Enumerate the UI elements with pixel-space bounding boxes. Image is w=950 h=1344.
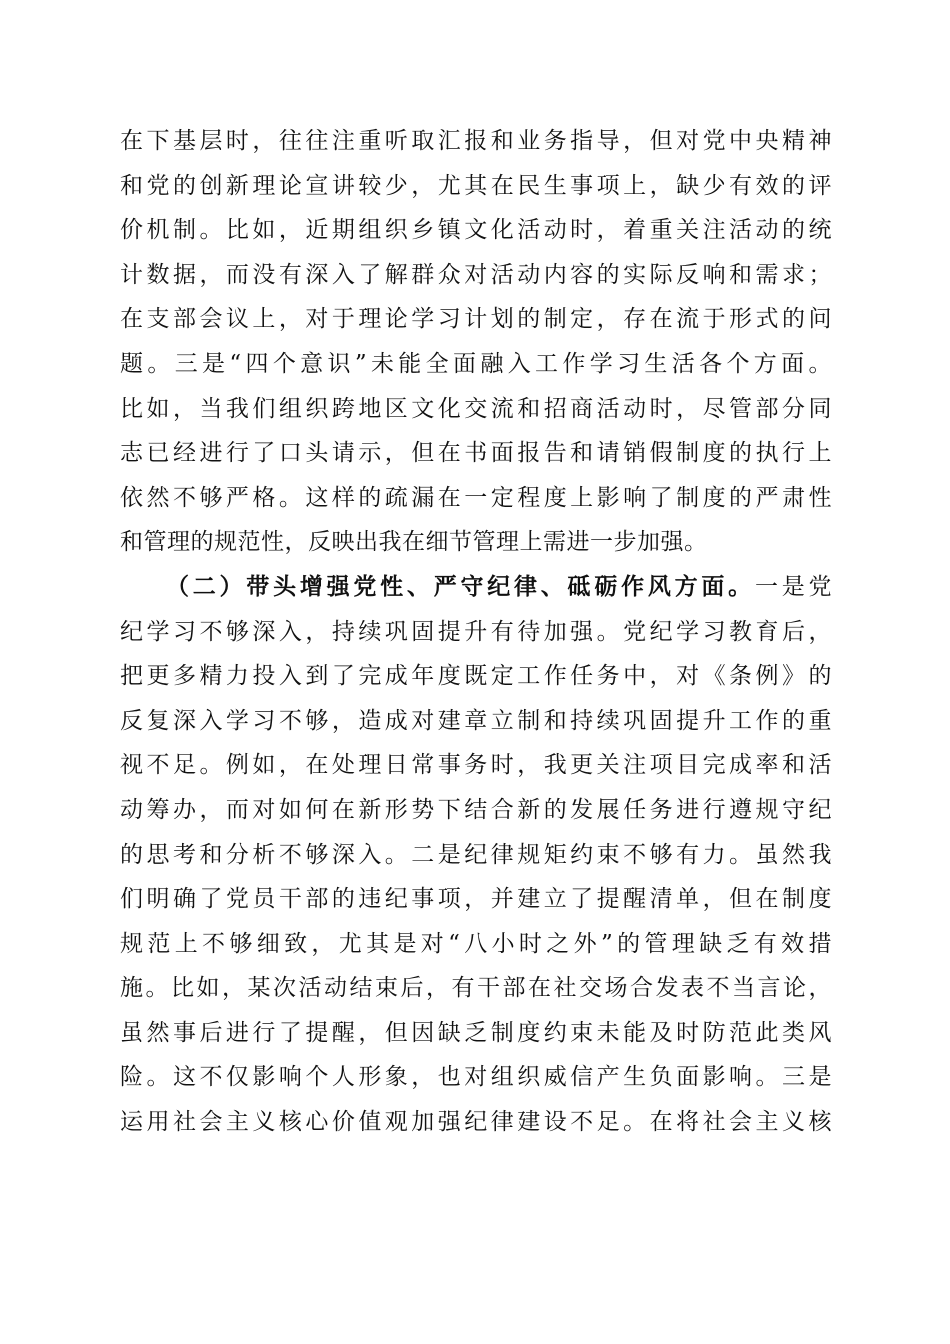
text-line: 和党的创新理论宣讲较少，尤其在民生事项上，缺少有效的评 (120, 172, 832, 199)
text-line: 依然不够严格。这样的疏漏在一定程度上影响了制度的严肃性 (120, 484, 832, 511)
text-line: 在支部会议上，对于理论学习计划的制定，存在流于形式的问 (120, 306, 832, 333)
text-line: 比如，当我们组织跨地区文化交流和招商活动时，尽管部分同 (120, 395, 832, 422)
text-line: 价机制。比如，近期组织乡镇文化活动时，着重关注活动的统 (120, 217, 832, 244)
text-line: 反复深入学习不够，造成对建章立制和持续巩固提升工作的重 (120, 707, 832, 734)
text-line: 们明确了党员干部的违纪事项，并建立了提醒清单，但在制度 (120, 886, 832, 913)
text-line: 题。三是“四个意识”未能全面融入工作学习生活各个方面。 (120, 350, 832, 377)
text-line: 的思考和分析不够深入。二是纪律规矩约束不够有力。虽然我 (120, 841, 832, 868)
section-heading: （二）带头增强党性、严守纪律、砥砺作风方面。 (166, 572, 755, 600)
text-line: 在下基层时，往往注重听取汇报和业务指导，但对党中央精神 (120, 128, 832, 154)
text-line: 施。比如，某次活动结束后，有干部在社交场合发表不当言论， (120, 975, 832, 1002)
text-line: 视不足。例如，在处理日常事务时，我更关注项目完成率和活 (120, 752, 832, 779)
section-heading-line (120, 565, 832, 610)
text-line: 动筹办，而对如何在新形势下结合新的发展任务进行遵规守纪 (120, 796, 832, 823)
text-line: 虽然事后进行了提醒，但因缺乏制度约束未能及时防范此类风 (120, 1019, 832, 1046)
text-run: 一是党 (754, 573, 832, 600)
text-line: 志已经进行了口头请示，但在书面报告和请销假制度的执行上 (120, 440, 832, 467)
text-line: 纪学习不够深入，持续巩固提升有待加强。党纪学习教育后， (120, 618, 832, 645)
text-line: 和管理的规范性，反映出我在细节管理上需进一步加强。 (120, 529, 708, 556)
text-line: 运用社会主义核心价值观加强纪律建设不足。在将社会主义核 (120, 1109, 832, 1136)
text-line: 规范上不够细致，尤其是对“八小时之外”的管理缺乏有效措 (120, 930, 832, 957)
text-line: 计数据，而没有深入了解群众对活动内容的实际反响和需求； (120, 261, 832, 288)
document-body (120, 119, 832, 1145)
text-line: 把更多精力投入到了完成年度既定工作任务中，对《条例》的 (120, 663, 832, 690)
text-line: 险。这不仅影响个人形象，也对组织威信产生负面影响。三是 (120, 1064, 832, 1091)
